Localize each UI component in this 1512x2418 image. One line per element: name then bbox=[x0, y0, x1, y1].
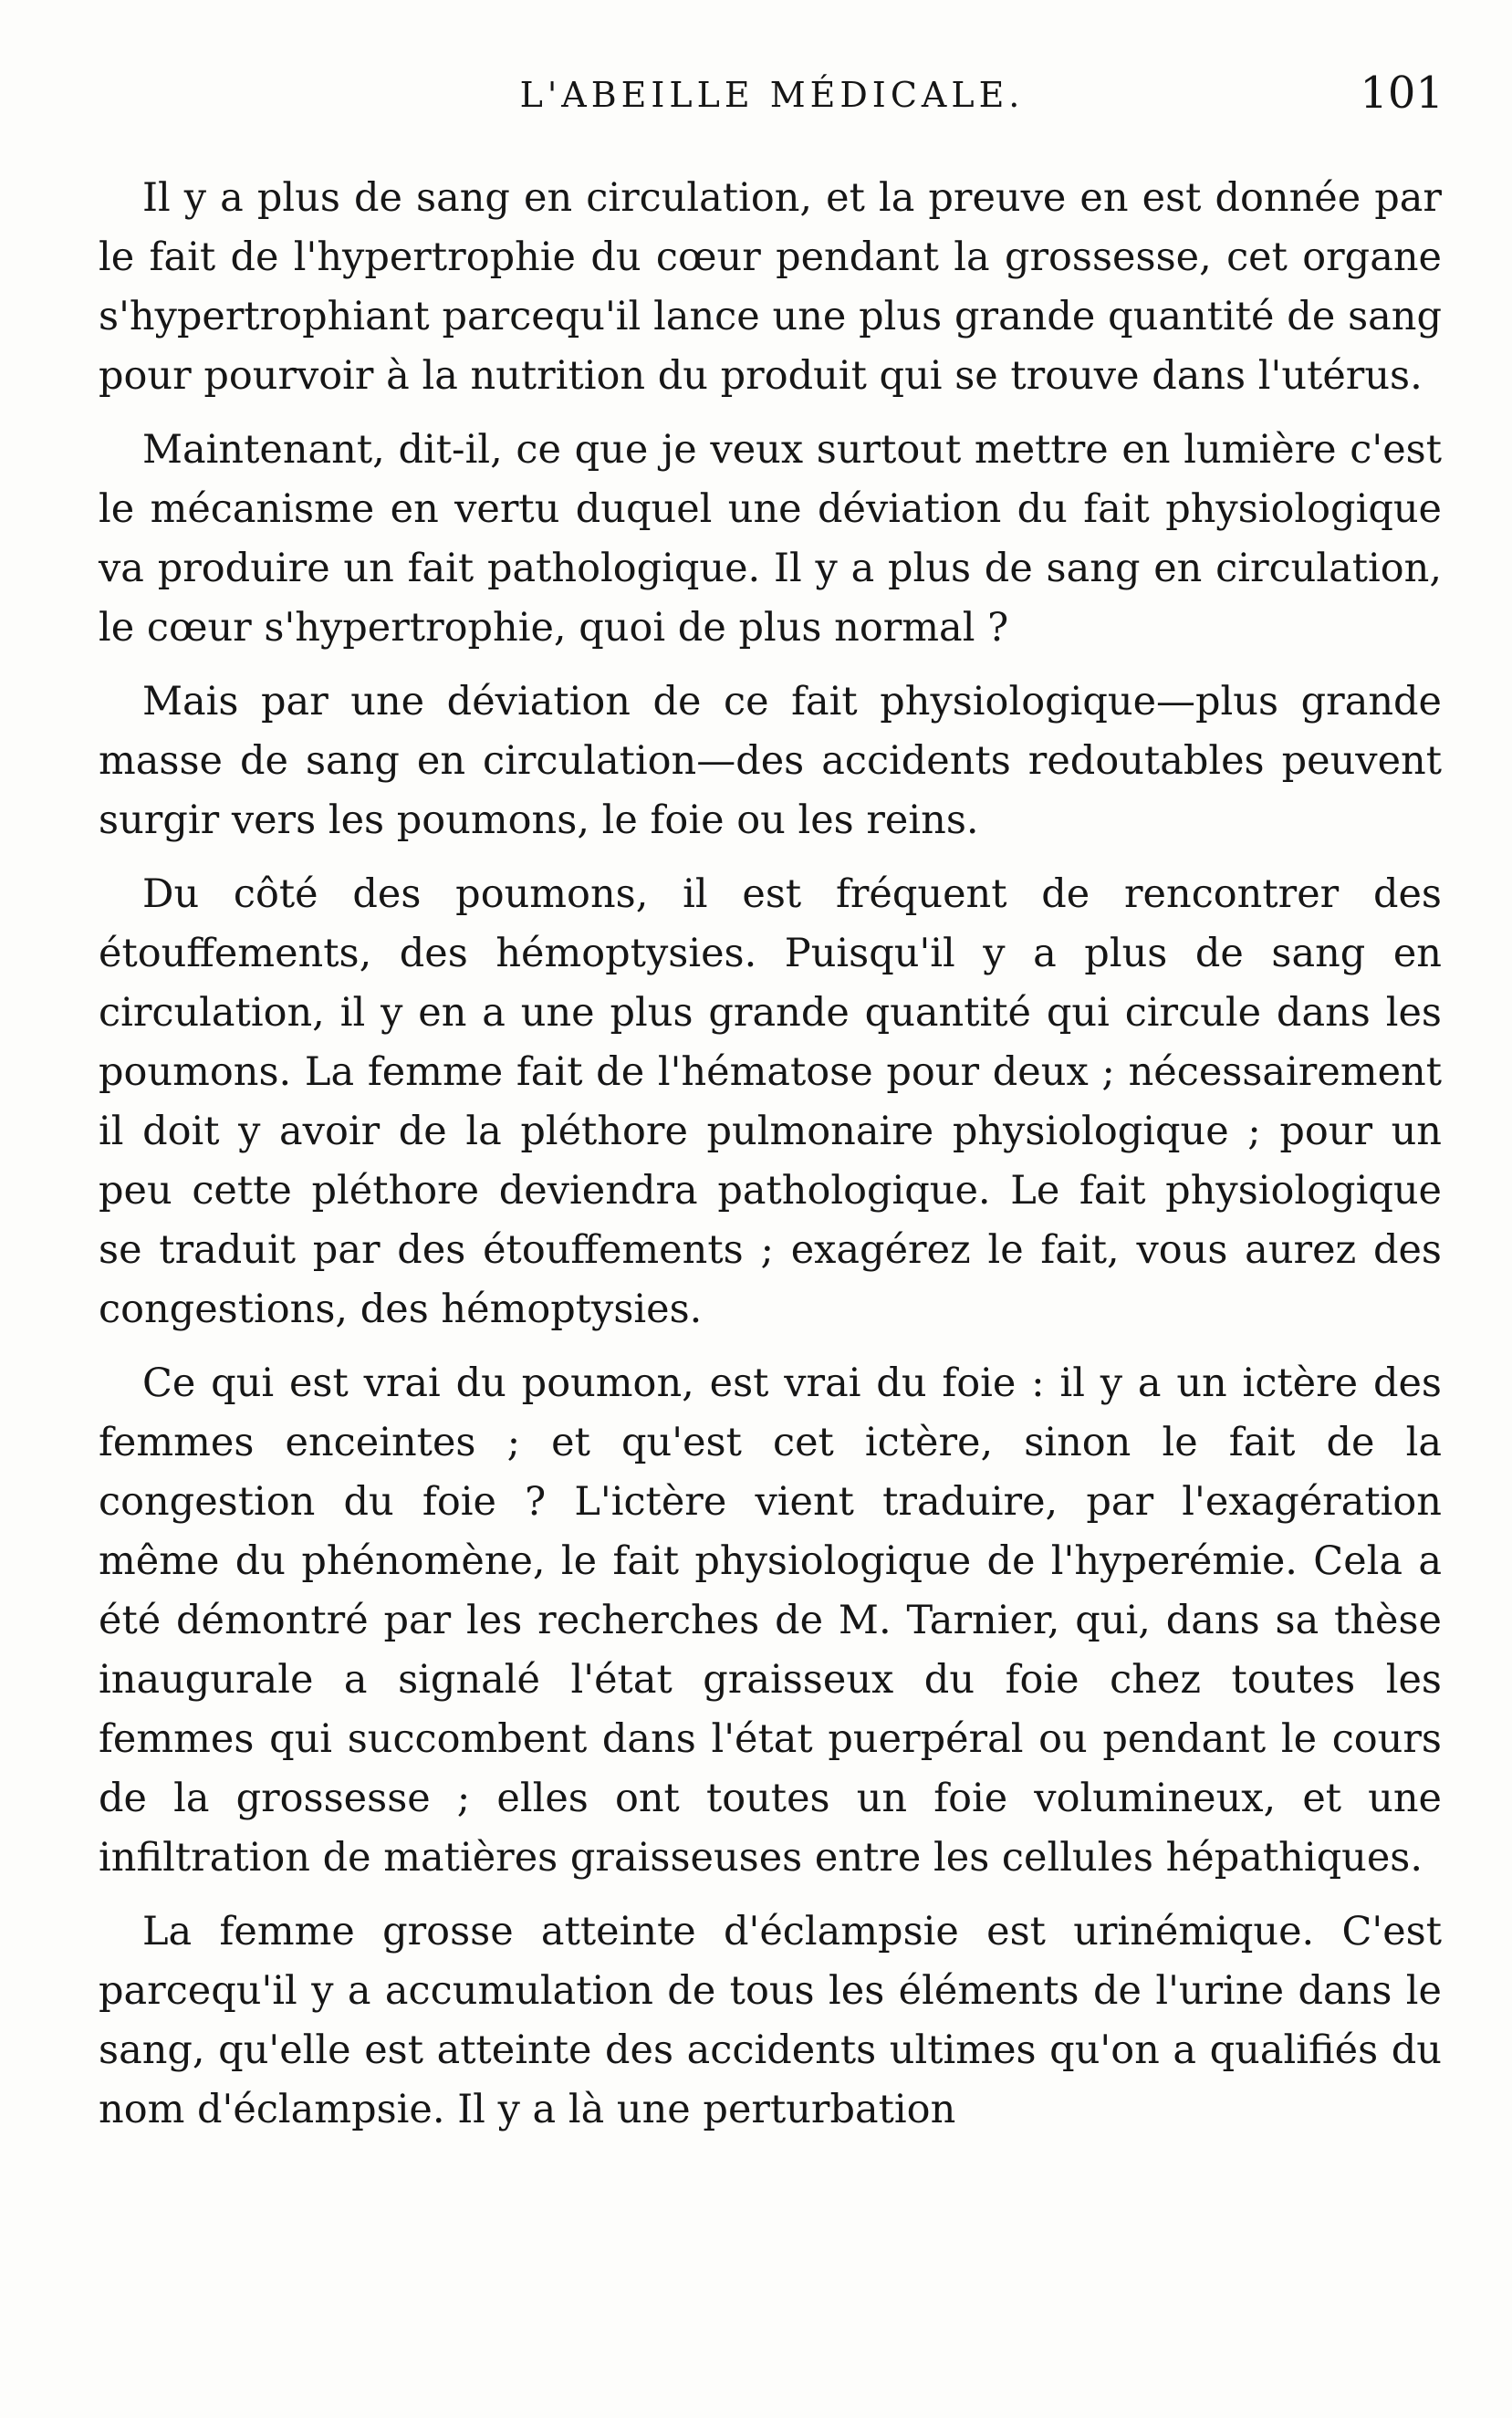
page-number: 101 bbox=[1360, 68, 1444, 119]
paragraph-1: Il y a plus de sang en circulation, et la preuve en est donnée par le fait de l'hypertrophie du cœur pendant la grossesse, cet organe s'hypertrophiant parcequ'il lance une plus grande quantité de sang pour pourvoir à la nutrition du produit qui se trouve dans l'utérus. bbox=[99, 175, 1442, 399]
running-title: L'ABEILLE MÉDICALE. bbox=[519, 75, 1025, 115]
paragraph-6: La femme grosse atteinte d'éclampsie est urinémique. C'est parcequ'il y a accumulation de tous les éléments de l'urine dans le sang, qu'elle est atteinte des accidents ultimes qu'on a qualifiés du nom d'éclampsie. Il y a là une perturbation bbox=[99, 1909, 1442, 2132]
running-head bbox=[100, 68, 1444, 130]
paragraph-4: Du côté des poumons, il est fréquent de rencontrer des étouffements, des hémoptysies. Puisqu'il y a plus de sang en circulation, il y en a une plus grande quantité qui circule dans les poumons. La femme fait de l'hématose pour deux ; nécessairement il doit y avoir de la pléthore pulmonaire physiologique ; pour un peu cette pléthore deviendra pathologique. Le fait physiologique se traduit par des étouffements ; exagérez le fait, vous aurez des congestions, des hémoptysies. bbox=[99, 871, 1442, 1332]
paragraph-5: Ce qui est vrai du poumon, est vrai du foie : il y a un ictère des femmes enceintes ; et qu'est cet ictère, sinon le fait de la congestion du foie ? L'ictère vient traduire, par l'exagération même du phénomène, le fait physiologique de l'hyperémie. Cela a été démontré par les recherches de M. Tarnier, qui, dans sa thèse inaugurale a signalé l'état graisseux du foie chez toutes les femmes qui succombent dans l'état puerpéral ou pendant le cours de la grossesse ; elles ont toutes un foie volumineux, et une infiltration de matières graisseuses entre les cellules hépathiques. bbox=[99, 1360, 1442, 1881]
paragraph-3: Mais par une déviation de ce fait physiologique—plus grande masse de sang en circulation—des accidents redoutables peuvent surgir vers les poumons, le foie ou les reins. bbox=[99, 679, 1442, 843]
body-text bbox=[99, 169, 1442, 2154]
paragraph-2: Maintenant, dit-il, ce que je veux surtout mettre en lumière c'est le mécanisme en vertu duquel une déviation du fait physiologique va produire un fait pathologique. Il y a plus de sang en circulation, le cœur s'hypertrophie, quoi de plus normal ? bbox=[99, 427, 1442, 651]
